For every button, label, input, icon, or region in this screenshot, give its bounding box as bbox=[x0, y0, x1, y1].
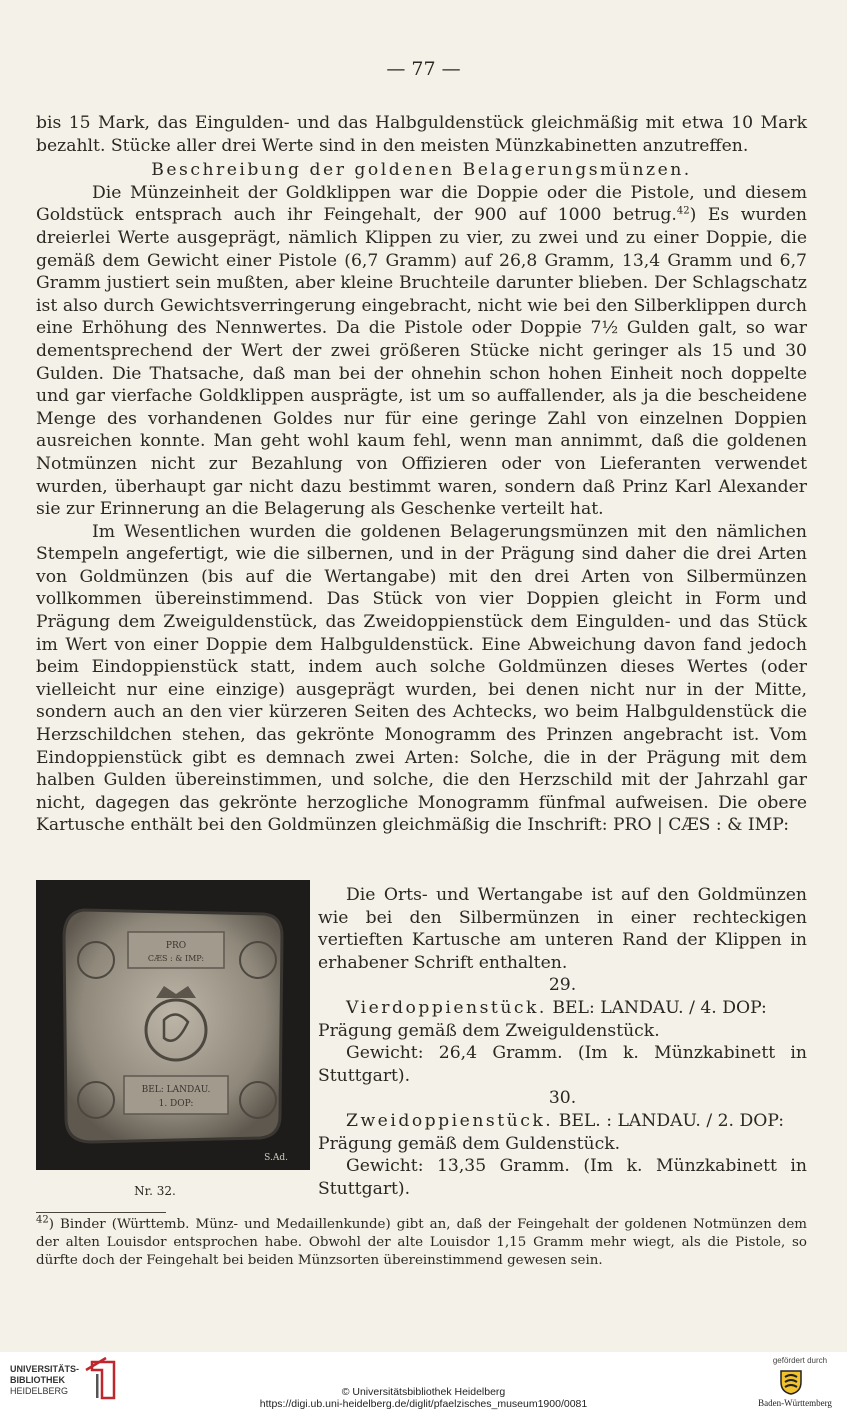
library-name-line-2: BIBLIOTHEK bbox=[10, 1375, 65, 1385]
paragraph-3: Im Wesentlichen wurden die goldenen Belagerungsmünzen mit den nämlichen Stempeln angefertigt, wie die silbernen, und in der Prägung sind daher die drei Arten von Goldmünzen (bis auf die Wertangabe) mit den drei Arten von Silbermünzen vollkommen übereinstimmend. Das Stück von vier Doppien gleicht in Form und Prägung dem Zweiguldenstück, das Zweidoppienstück dem Eingulden- und das Stück im Wert von einer Doppie dem Halbguldenstück. Eine Abweichung davon fand jedoch beim Eindoppienstück statt, indem auch solche Goldmünzen dieses Wertes (oder vielleicht nur eine einzige) ausgeprägt wurden, bei denen nicht nur in der Mitte, sondern auch an den vier kürzeren Seiten des Achtecks, wo beim Halbguldenstück die Herzschildchen stehen, das gekrönte Monogramm des Prinzen angebracht ist. Vom Eindoppienstück gibt es demnach zwei Arten: Solche, die in der Prägung mit dem halben Gulden übereinstimmen, und solche, die den Herzschild mit der Jahrzahl gar nicht, dagegen das gekrönte herzogliche Monogramm fünfmal aufweisen. Die obere Kartusche enthält bei den Goldmünzen gleichmäßig die Inschrift: PRO | CÆS : & IMP: bbox=[36, 521, 807, 836]
copyright-text: © Universitätsbibliothek Heidelberg bbox=[341, 1386, 506, 1398]
coin-figure bbox=[36, 880, 310, 1182]
entry-29-inscription: BEL: LANDAU. / 4. DOP: bbox=[552, 997, 767, 1018]
footnote-marker[interactable]: 42 bbox=[676, 205, 690, 217]
entry-29-weight: Gewicht: 26,4 Gramm. (Im k. Münzkabinett in Stuttgart). bbox=[318, 1043, 807, 1086]
baden-wuerttemberg-emblem-icon[interactable] bbox=[776, 1366, 806, 1396]
coin-bottom-line-1: BEL: LANDAU. bbox=[141, 1085, 211, 1095]
coin-top-line-2: CÆS : & IMP: bbox=[147, 954, 205, 963]
copyright-block bbox=[0, 1386, 847, 1410]
coin-top-line-1: PRO bbox=[165, 941, 187, 951]
library-name-line-3: HEIDELBERG bbox=[10, 1386, 69, 1396]
body-text-top bbox=[36, 112, 807, 837]
entry-30-minting: Prägung gemäß dem Guldenstück. bbox=[318, 1133, 621, 1154]
figure-caption: Nr. 32. bbox=[134, 1184, 176, 1198]
paragraph-2-rest: ) Es wurden dreierlei Werte ausgeprägt, nämlich Klippen zu vier, zu zwei und zu einer Doppie, die gemäß dem Gewicht einer Pistole (6,7 Gramm) auf 26,8 Gramm, 13,4 Gramm und 6,7 Gramm justiert sein mußten, aber kleine Bruchteile darunter blieben. Der Schlagschatz ist also durch Gewichtsverringerung eingebracht, nicht wie bei den Silberklippen durch eine Erhöhung des Nennwertes. Da die Pistole oder Doppie 7½ Gulden galt, so war dementsprechend der Wert der zwei größeren Stücke nicht geringer als 15 und 30 Gulden. Die Thatsache, daß man bei der ohnehin schon hohen Einheit noch doppelte und gar vierfache Goldklippen ausprägte, ist um so auffallender, als ja die bescheidene Menge des vorhandenen Goldes nur für eine geringe Zahl von einzelnen Doppien ausreichen konnte. Man geht wohl kaum fehl, wenn man annimmt, daß die goldenen Notmünzen nicht zur Bezahlung von Offizieren oder von Lieferanten verwendet wurden, überhaupt gar nicht dazu bestimmt waren, sondern daß Prinz Karl Alexander sie zur Erinnerung an die Belagerung als Geschenke verteilt hat. bbox=[36, 205, 807, 520]
footnote bbox=[36, 1216, 807, 1270]
paragraph-4: Die Orts- und Wertangabe ist auf den Goldmünzen wie bei den Silbermünzen in einer rechteckigen vertieften Kartusche am unteren Rand der Klippen in erhabener Schrift enthalten. bbox=[318, 885, 807, 973]
body-text-right-column bbox=[318, 884, 807, 1200]
footnote-divider bbox=[36, 1212, 166, 1213]
entry-29-minting: Prägung gemäß dem Zweiguldenstück. bbox=[318, 1020, 660, 1041]
coin-bottom-line-2: 1. DOP: bbox=[158, 1099, 194, 1109]
paragraph-2-start: Die Münzeinheit der Goldklippen war die Doppie oder die Pistole, und diesem Goldstück entsprach auch ihr Feingehalt, der 900 auf 1000 betrug. bbox=[36, 182, 807, 226]
entry-29-title: Vierdoppienstück. bbox=[346, 997, 547, 1018]
coin-photograph bbox=[36, 880, 310, 1170]
entry-30-inscription: BEL. : LANDAU. / 2. DOP: bbox=[558, 1110, 785, 1131]
baden-wuerttemberg-label: Baden-Württemberg bbox=[758, 1398, 832, 1408]
entry-29-number: 29. bbox=[548, 975, 577, 996]
entry-30-number: 30. bbox=[548, 1088, 577, 1109]
paragraph-1: bis 15 Mark, das Eingulden- und das Halbguldenstück gleichmäßig mit etwa 10 Mark bezahlt. Stücke aller drei Werte sind in den meisten Münzkabinetten anzutreffen. bbox=[36, 113, 807, 156]
section-heading: Beschreibung der goldenen Belagerungsmünzen. bbox=[151, 160, 692, 181]
photographer-mark: S.Ad. bbox=[264, 1153, 288, 1163]
source-url-link[interactable]: https://digi.ub.uni-heidelberg.de/diglit/pfaelzisches_museum1900/0081 bbox=[259, 1398, 588, 1410]
page-number: — 77 — bbox=[386, 58, 461, 80]
paragraph-2 bbox=[36, 182, 807, 521]
entry-30-weight: Gewicht: 13,35 Gramm. (Im k. Münzkabinett in Stuttgart). bbox=[318, 1156, 807, 1199]
funded-by-label: gefördert durch bbox=[772, 1356, 828, 1365]
footnote-number: 42 bbox=[36, 1214, 49, 1226]
entry-30-title: Zweidoppienstück. bbox=[346, 1110, 554, 1131]
footnote-text: ) Binder (Württemb. Münz- und Medaillenkunde) gibt an, daß der Feingehalt der goldenen Notmünzen dem der alten Louisdor entsprochen habe. Obwohl der alte Louisdor 1,15 Gramm mehr wiegt, als die Pistole, so dürfte doch der Feingehalt bei beiden Münzsorten übereinstimmend gewesen sein. bbox=[36, 1217, 807, 1268]
library-name-line-1: UNIVERSITÄTS- bbox=[10, 1364, 80, 1374]
entry-29-heading bbox=[318, 997, 807, 1020]
entry-30-heading bbox=[318, 1110, 807, 1133]
